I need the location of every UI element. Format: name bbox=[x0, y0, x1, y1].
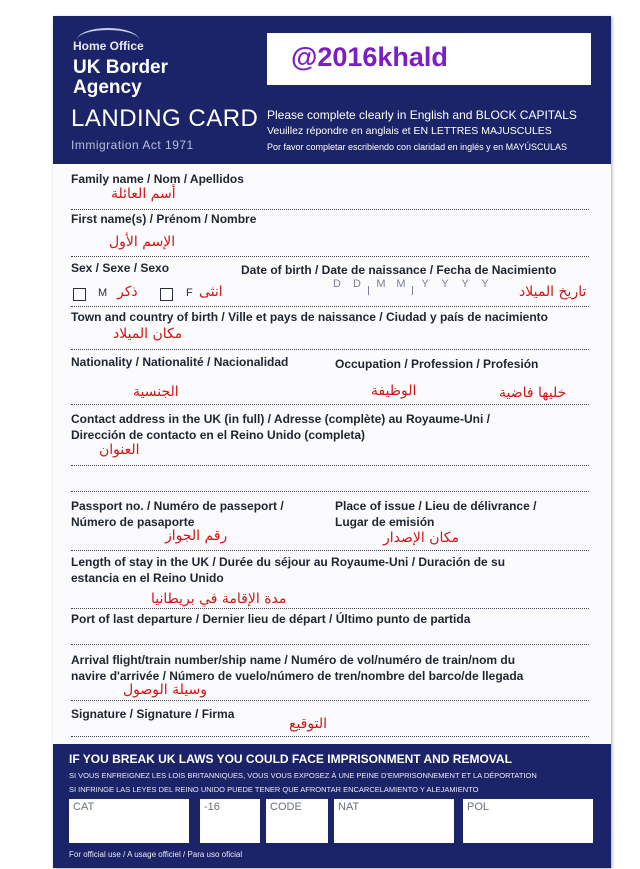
card-footer bbox=[53, 744, 611, 868]
dob-cell: M bbox=[396, 278, 406, 290]
signature-field[interactable] bbox=[71, 736, 589, 737]
sex-label: Sex / Sexe / Sexo bbox=[71, 261, 170, 275]
occupation-label: Occupation / Profession / Profesión bbox=[335, 357, 539, 371]
watermark-box bbox=[267, 33, 591, 85]
first-name-field[interactable] bbox=[71, 256, 589, 257]
instruction-es: Por favor completar escribiendo con claridad en inglés y en MAYÚSCULAS bbox=[267, 142, 567, 152]
arrival-label-line1: Arrival flight/train number/ship name / Numéro de vol/numéro de train/nom du bbox=[71, 653, 516, 667]
sex-male-arabic: ذكر bbox=[117, 284, 138, 300]
instruction-fr: Veuillez répondre en anglais et EN LETTRES MAJUSCULES bbox=[267, 125, 552, 137]
address-field-line2[interactable] bbox=[71, 491, 589, 492]
issue-place-arabic: مكان الإصدار bbox=[383, 530, 459, 546]
dob-input[interactable] bbox=[326, 278, 504, 296]
stay-label-line2: estancia en el Reino Unido bbox=[71, 571, 224, 585]
issue-place-label-line1: Place of issue / Lieu de délivrance / bbox=[335, 499, 537, 513]
arrival-arabic: وسيلة الوصول bbox=[123, 682, 207, 698]
passport-issue-field[interactable] bbox=[71, 550, 589, 551]
card-header bbox=[53, 16, 611, 164]
signature-label: Signature / Signature / Firma bbox=[71, 707, 235, 721]
sex-dob-field[interactable] bbox=[71, 306, 589, 307]
birthplace-arabic: مكان الميلاد bbox=[113, 326, 183, 342]
official-box-label: POL bbox=[467, 801, 490, 813]
dob-cell: Y bbox=[421, 278, 429, 290]
address-label-line1: Contact address in the UK (in full) / Adresse (complète) au Royaume-Uni / bbox=[71, 412, 490, 426]
dob-label: Date of birth / Date de naissance / Fecha de Nacimiento bbox=[241, 263, 557, 277]
warning-fr: SI VOUS ENFREIGNEZ LES LOIS BRITANNIQUES, VOUS VOUS EXPOSEZ À UNE PEINE D'EMPRISONNEMENT ET LA DÉPORTATION bbox=[69, 771, 537, 780]
address-arabic: العنوان bbox=[99, 442, 140, 458]
official-box-label: CAT bbox=[73, 801, 95, 813]
birthplace-field[interactable] bbox=[71, 349, 589, 350]
immigration-act: Immigration Act 1971 bbox=[71, 138, 194, 152]
family-name-field[interactable] bbox=[71, 209, 589, 210]
landing-card bbox=[53, 16, 611, 868]
passport-label-line1: Passport no. / Numéro de passeport / bbox=[71, 499, 284, 513]
dob-cell: D bbox=[333, 278, 341, 290]
home-office-label: Home Office bbox=[73, 39, 144, 53]
watermark-handle: @2016khald bbox=[291, 42, 448, 72]
dob-cell: Y bbox=[461, 278, 469, 290]
agency-name: UK Border Agency bbox=[73, 57, 169, 98]
family-name-arabic: أسم العائلة bbox=[111, 186, 176, 202]
address-label-line2: Dirección de contacto en el Reino Unido (completa) bbox=[71, 428, 366, 442]
stay-field[interactable] bbox=[71, 608, 589, 609]
nationality-occupation-field[interactable] bbox=[71, 404, 589, 405]
nationality-arabic: الجنسية bbox=[133, 384, 179, 400]
official-box-cat[interactable] bbox=[69, 799, 189, 843]
stay-label-line1: Length of stay in the UK / Durée du séjour au Royaume-Uni / Duración de su bbox=[71, 555, 506, 569]
dob-cell: D bbox=[353, 278, 361, 290]
address-field-line1[interactable] bbox=[71, 465, 589, 466]
official-box-label: NAT bbox=[338, 801, 360, 813]
instruction-en: Please complete clearly in English and BLOCK CAPITALS bbox=[267, 108, 577, 122]
first-name-arabic: الإسم الأول bbox=[109, 234, 176, 250]
official-box-label: CODE bbox=[270, 801, 302, 813]
signature-arabic: التوقيع bbox=[289, 716, 327, 732]
arrival-field[interactable] bbox=[71, 700, 589, 701]
dob-arabic: تاريخ الميلاد bbox=[519, 284, 587, 300]
family-name-label: Family name / Nom / Apellidos bbox=[71, 172, 244, 186]
birthplace-label: Town and country of birth / Ville et pays de naissance / Ciudad y país de nacimiento bbox=[71, 310, 548, 324]
first-name-label: First name(s) / Prénom / Nombre bbox=[71, 212, 257, 226]
sex-male-letter: M bbox=[98, 287, 108, 299]
official-box-16[interactable] bbox=[200, 799, 260, 843]
occupation-arabic: الوظيفة bbox=[371, 383, 417, 399]
passport-label-line2: Número de pasaporte bbox=[71, 515, 195, 529]
official-box-code[interactable] bbox=[266, 799, 328, 843]
sex-female-letter: F bbox=[186, 287, 193, 299]
stay-arabic: مدة الإقامة في بريطانيا bbox=[151, 591, 287, 607]
dob-cell: Y bbox=[481, 278, 489, 290]
dob-separator bbox=[412, 286, 413, 295]
issue-place-label-line2: Lugar de emisión bbox=[335, 515, 435, 529]
card-title: LANDING CARD bbox=[71, 105, 259, 132]
passport-arabic: رقم الجواز bbox=[165, 528, 228, 544]
dob-separator bbox=[368, 286, 369, 295]
arrival-label-line2: navire d'arrivée / Número de vuelo/número de tren/nombre del barco/de llegada bbox=[71, 669, 524, 683]
warning-en: IF YOU BREAK UK LAWS YOU COULD FACE IMPRISONMENT AND REMOVAL bbox=[69, 752, 512, 766]
departure-field[interactable] bbox=[71, 644, 589, 645]
dob-cell: Y bbox=[441, 278, 449, 290]
warning-es: SI INFRINGE LAS LEYES DEL REINO UNIDO PUEDE TENER QUE AFRONTAR ENCARCELAMIENTO Y ALEJAMIENTO bbox=[69, 785, 479, 794]
occupation-note-arabic: خليها فاضية bbox=[499, 385, 567, 401]
instructions bbox=[267, 108, 607, 152]
official-box-nat[interactable] bbox=[334, 799, 454, 843]
official-use-note: For official use / A usage officiel / Para uso oficial bbox=[69, 850, 243, 859]
official-box-label: -16 bbox=[204, 801, 220, 813]
sex-male-checkbox[interactable] bbox=[73, 288, 86, 301]
sex-female-arabic: انثى bbox=[199, 284, 223, 300]
nationality-label: Nationality / Nationalité / Nacionalidad bbox=[71, 355, 289, 369]
sex-female-checkbox[interactable] bbox=[160, 288, 173, 301]
official-box-pol[interactable] bbox=[463, 799, 593, 843]
dob-cell: M bbox=[376, 278, 386, 290]
departure-label: Port of last departure / Dernier lieu de départ / Último punto de partida bbox=[71, 612, 471, 626]
